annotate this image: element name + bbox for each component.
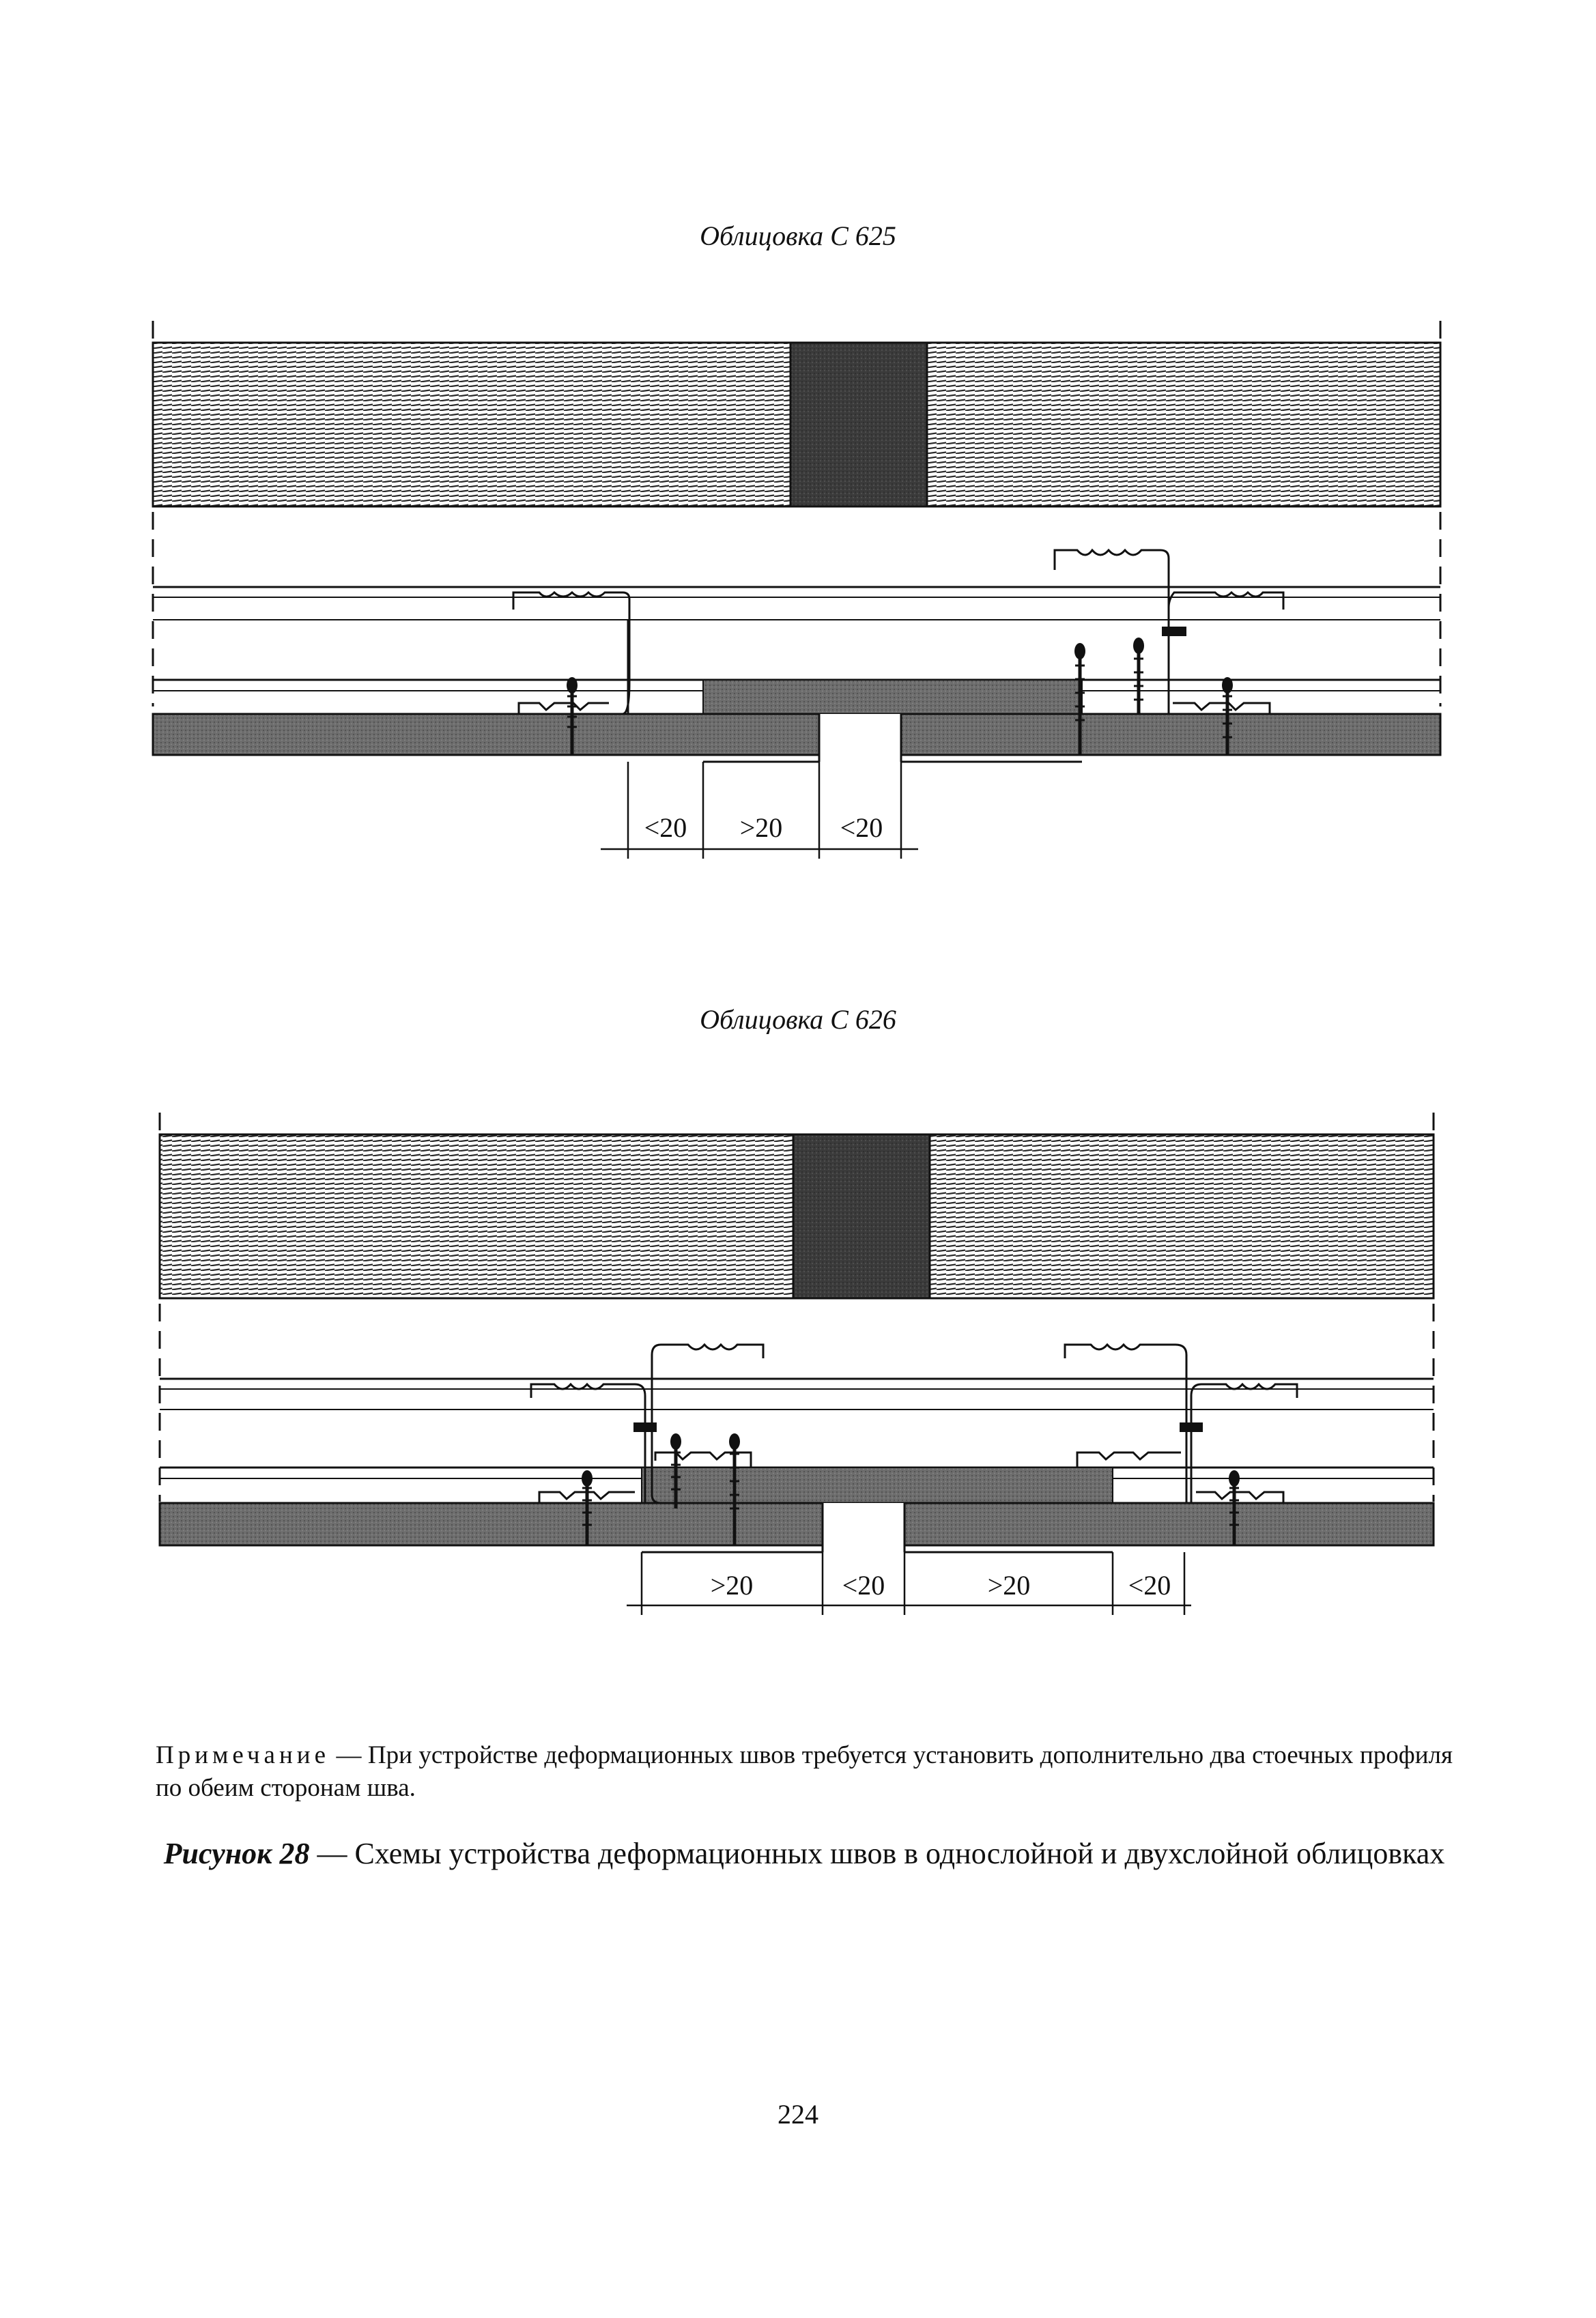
figure-title-c626: Облицовка С 626 <box>700 1004 896 1035</box>
dimension-label: >20 <box>987 1570 1031 1601</box>
figure-caption-text: — Схемы устройства деформационных швов в однослойной и двухслойной облицовках <box>309 1837 1445 1870</box>
dimension-label: >20 <box>710 1570 754 1601</box>
note-lead: Примечание <box>156 1741 330 1769</box>
figure-number: Рисунок 28 <box>163 1837 310 1870</box>
dimension-label: <20 <box>1128 1570 1171 1601</box>
figure-title-c625: Облицовка С 625 <box>700 220 896 251</box>
dimension-label: >20 <box>739 812 783 843</box>
dimension-label: <20 <box>644 812 687 843</box>
dimension-label: <20 <box>842 1570 885 1601</box>
note-text: — При устройстве деформационных швов требуется установить дополнительно два стоечных профиля по обеим сторонам шва. <box>156 1741 1453 1802</box>
drawing-c626 <box>160 1113 1434 1615</box>
drawing-c625 <box>153 321 1440 859</box>
dimension-label: <20 <box>840 812 883 843</box>
note-paragraph <box>156 1739 1453 1805</box>
page-number: 224 <box>778 2099 818 2130</box>
figure-caption <box>156 1835 1453 1873</box>
